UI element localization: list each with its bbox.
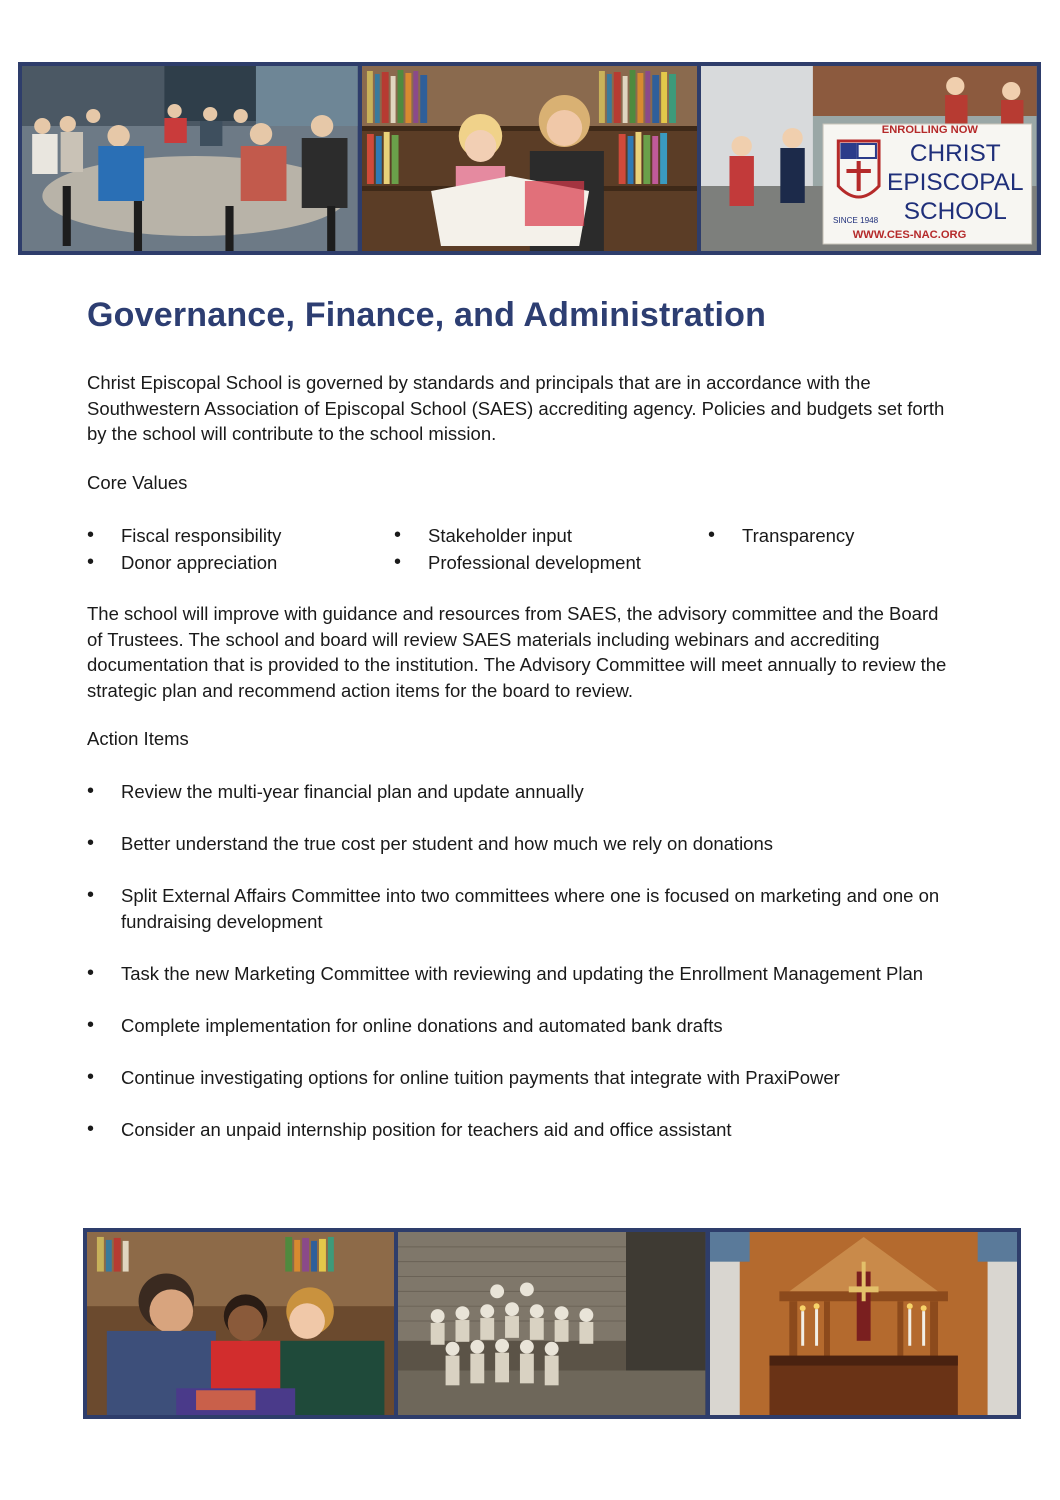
core-values-list [87,522,987,582]
action-item: • Consider an unpaid internship position for teachers aid and office assistant [87,1117,987,1143]
enrolling-parade-photo [701,66,1037,251]
action-item: • Task the new Marketing Committee with reviewing and updating the Enrollment Management Plan [87,961,987,987]
action-item: • Split External Affairs Committee into two committees where one is focused on marketing and one on fundraising development [87,883,987,934]
action-item: • Better understand the true cost per student and how much we rely on donations [87,831,987,857]
meeting-photo [22,66,358,251]
improvement-paragraph: The school will improve with guidance and resources from SAES, the advisory committee and the Board of Trustees. The school and board will review SAES materials including webinars and accrediting documentation that is provided to the institution. The Advisory Committee will meet annually to review the strategic plan and recommend action items for the board to review. [87,603,947,701]
action-items-label: Action Items [87,728,189,749]
top-photo-banner [18,62,1041,255]
sign-since: SINCE 1948 [833,216,879,225]
reading-library-photo [362,66,698,251]
action-item: • Continue investigating options for online tuition payments that integrate with PraxiPower [87,1065,987,1091]
intro-paragraph: Christ Episcopal School is governed by standards and principals that are in accordance with the Southwestern Association of Episcopal School (SAES) accrediting agency. Policies and budgets set forth by the school will contribute to the school mission. [87,372,945,444]
page-content [87,296,987,1140]
action-item: • Complete implementation for online donations and automated bank drafts [87,1013,987,1039]
core-value-item: • Stakeholder input [394,522,572,549]
students-reading-photo [87,1232,394,1415]
core-value-item: • Transparency [708,522,854,549]
core-value-item: • Fiscal responsibility [87,522,281,549]
action-items-list [87,779,987,1169]
core-value-item: • Professional development [394,549,641,576]
sign-line3: SCHOOL [904,198,1008,225]
core-values-label: Core Values [87,472,188,493]
sign-line2: EPISCOPAL [887,169,1024,196]
chapel-altar-photo [710,1232,1017,1415]
sign-enrolling: ENROLLING NOW [882,124,979,136]
page-title: Governance, Finance, and Administration [87,296,767,334]
action-item: • Review the multi-year financial plan and update annually [87,779,987,805]
sign-url: WWW.CES-NAC.ORG [853,229,967,241]
historic-class-photo [398,1232,705,1415]
sign-line1: CHRIST [910,140,1002,167]
core-value-item: • Donor appreciation [87,549,277,576]
bottom-photo-banner [83,1228,1021,1419]
